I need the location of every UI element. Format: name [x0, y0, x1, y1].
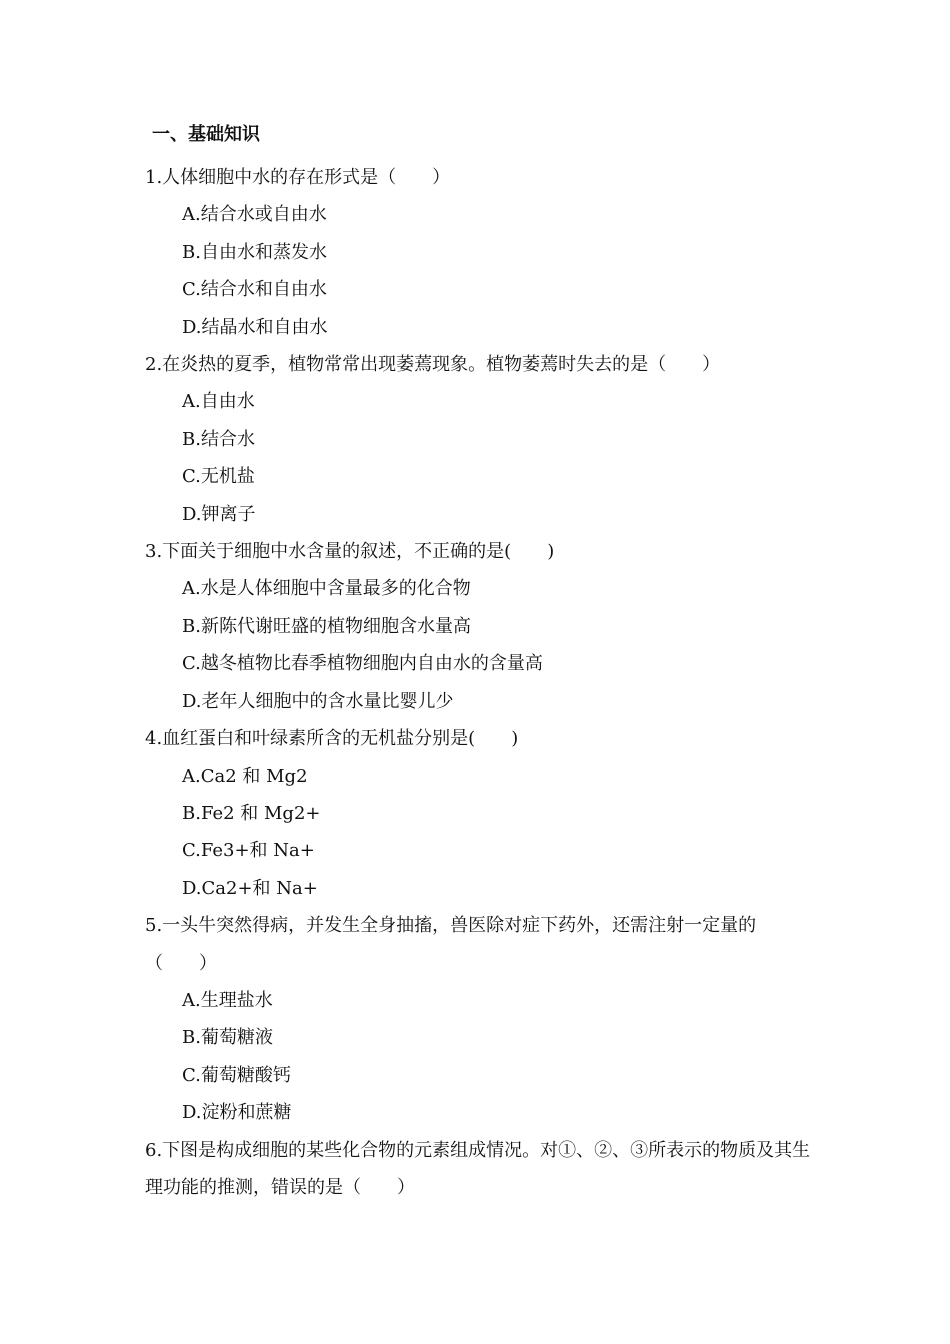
option-b: B.自由水和蒸发水 [182, 241, 327, 263]
option-d: D.老年人细胞中的含水量比婴儿少 [182, 690, 454, 712]
option-a: A.结合水或自由水 [182, 204, 327, 226]
option-list [145, 383, 815, 533]
question-stem: 2.在炎热的夏季，植物常常出现萎蔫现象。植物萎蔫时失去的是（ ） [145, 354, 721, 376]
question-stem: 1.人体细胞中水的存在形式是（ ） [145, 167, 451, 188]
option-b: B.结合水 [182, 428, 255, 450]
option-list [145, 570, 815, 720]
option-c: C.越冬植物比春季植物细胞内自由水的含量高 [182, 653, 543, 675]
question-stem: 3.下面关于细胞中水含量的叙述，不正确的是( ) [145, 541, 555, 563]
option-b: B.葡萄糖液 [182, 1027, 273, 1049]
question-1 [145, 159, 815, 346]
option-b: B.Fe2 和 Mg2+ [182, 802, 321, 824]
option-a: A.水是人体细胞中含量最多的化合物 [182, 578, 471, 600]
option-d: D.钾离子 [182, 503, 256, 525]
question-4 [145, 720, 815, 907]
option-d: D.结晶水和自由水 [182, 316, 328, 338]
option-c: C.无机盐 [182, 466, 255, 488]
option-c: C.结合水和自由水 [182, 279, 327, 301]
option-list [145, 196, 815, 346]
option-d: D.Ca2+和 Na+ [182, 877, 318, 899]
option-c: C.Fe3+和 Na+ [182, 840, 315, 862]
question-6 [145, 1132, 815, 1207]
question-2 [145, 346, 815, 533]
option-b: B.新陈代谢旺盛的植物细胞含水量高 [182, 615, 471, 637]
option-a: A.Ca2 和 Mg2 [182, 765, 308, 787]
question-list [145, 159, 815, 1206]
question-stem: 6.下图是构成细胞的某些化合物的元素组成情况。对①、②、③所表示的物质及其生理功能的推测，错误的是（ ） [145, 1139, 811, 1198]
option-c: C.葡萄糖酸钙 [182, 1064, 291, 1086]
option-list [145, 982, 815, 1132]
option-a: A.自由水 [182, 391, 255, 413]
option-list [145, 758, 815, 908]
question-stem: 5.一头牛突然得病，并发生全身抽搐，兽医除对症下药外，还需注射一定量的（ ） [145, 915, 757, 974]
section-title: 一、基础知识 [152, 124, 260, 145]
question-stem: 4.血红蛋白和叶绿素所含的无机盐分别是( ) [145, 728, 519, 750]
question-5 [145, 907, 815, 1131]
option-d: D.淀粉和蔗糖 [182, 1102, 292, 1124]
question-3 [145, 533, 815, 720]
option-a: A.生理盐水 [182, 989, 273, 1011]
